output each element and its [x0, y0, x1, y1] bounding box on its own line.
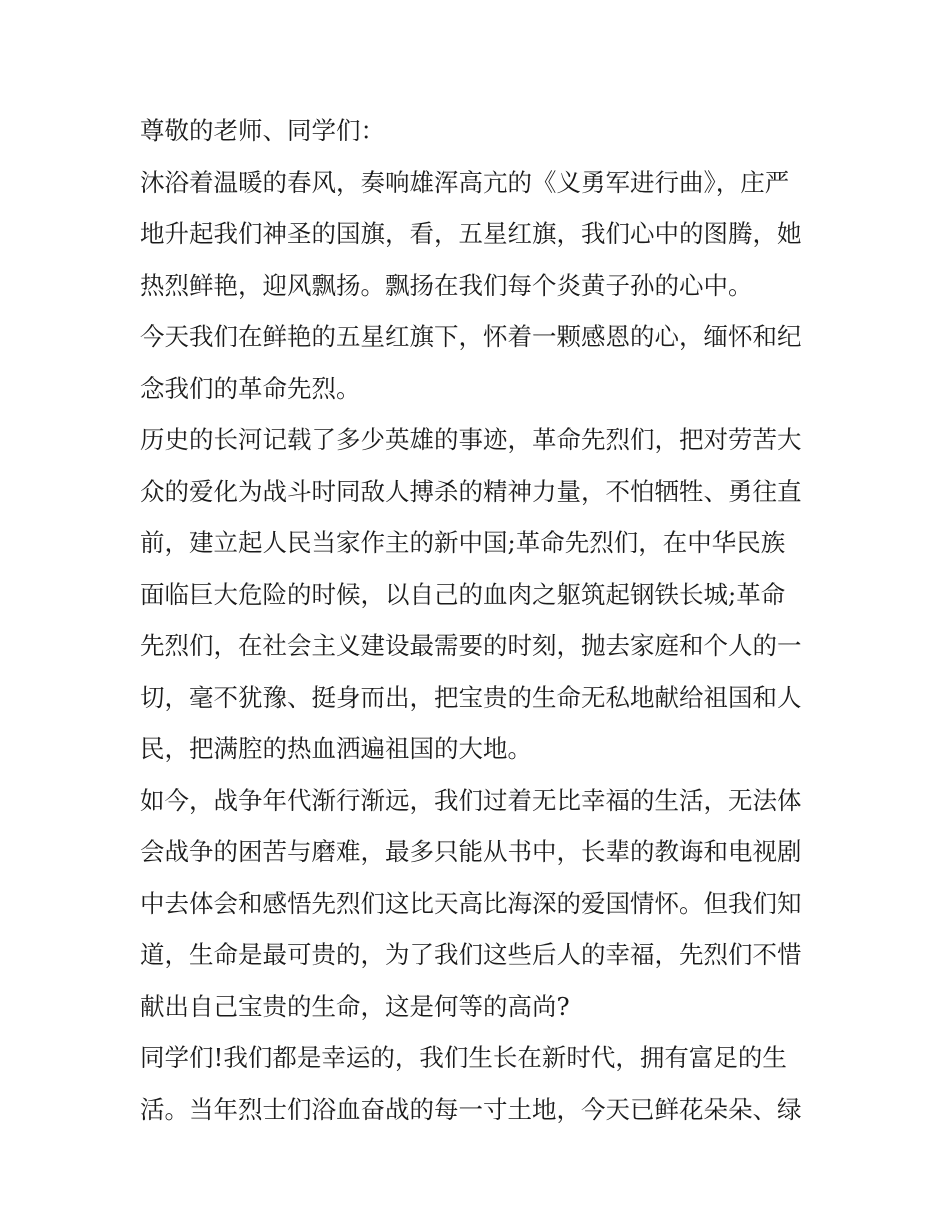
text-line: 道，生命是最可贵的，为了我们这些后人的幸福，先烈们不惜 — [140, 940, 802, 969]
text-line: 念我们的革命先烈。 — [140, 373, 361, 403]
text-line: 会战争的困苦与磨难，最多只能从书中，长辈的教诲和电视剧 — [140, 837, 802, 866]
text-line: 前，建立起人民当家作主的新中国;革命先烈们，在中华民族 — [140, 528, 786, 557]
document-body — [140, 105, 815, 1135]
text-line: 切，毫不犹豫、挺身而出，把宝贵的生命无私地献给祖国和人 — [140, 682, 802, 712]
text-line: 如今，战争年代渐行渐远，我们过着无比幸福的生活，无法体 — [140, 785, 802, 815]
text-line: 面临巨大危险的时候，以自己的血肉之躯筑起钢铁长城;革命 — [140, 579, 786, 609]
text-line: 今天我们在鲜艳的五星红旗下，怀着一颗感恩的心，缅怀和纪 — [140, 322, 802, 351]
text-line: 尊敬的老师、同学们： — [140, 116, 385, 145]
text-line: 民，把满腔的热血洒遍祖国的大地。 — [140, 734, 532, 763]
text-line: 热烈鲜艳，迎风飘扬。飘扬在我们每个炎黄子孙的心中。 — [140, 270, 753, 300]
text-line: 同学们!我们都是幸运的，我们生长在新时代，拥有富足的生 — [140, 1043, 787, 1072]
text-line: 地升起我们神圣的国旗，看，五星红旗，我们心中的图腾，她 — [140, 219, 802, 248]
text-line: 中去体会和感悟先烈们这比天高比海深的爱国情怀。但我们知 — [140, 888, 802, 918]
text-line: 沐浴着温暖的春风，奏响雄浑高亢的《义勇军进行曲》，庄严 — [140, 167, 790, 197]
text-line: 献出自己宝贵的生命，这是何等的高尚? — [140, 991, 570, 1021]
text-line: 先烈们，在社会主义建设最需要的时刻，抛去家庭和个人的一 — [140, 631, 802, 660]
text-line: 历史的长河记载了多少英雄的事迹，革命先烈们，把对劳苦大 — [140, 425, 802, 454]
text-line: 活。当年烈士们浴血奋战的每一寸土地，今天已鲜花朵朵、绿 — [140, 1094, 802, 1124]
text-line: 众的爱化为战斗时同敌人搏杀的精神力量，不怕牺牲、勇往直 — [140, 476, 802, 506]
